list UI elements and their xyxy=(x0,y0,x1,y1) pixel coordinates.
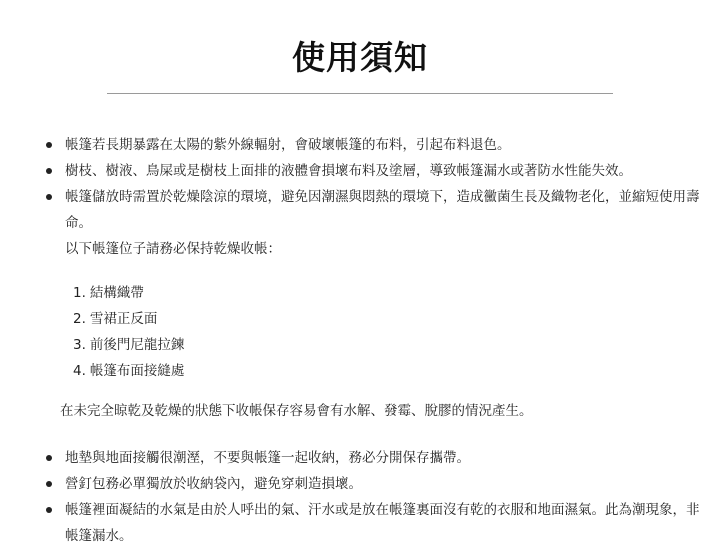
list-item-text: 營釘包務必單獨放於收納袋內，避免穿刺造損壞。 xyxy=(65,476,362,492)
list-item-text: 地墊與地面接觸很潮溼，不要與帳篷一起收納，務必分開保存攜帶。 xyxy=(65,450,470,466)
item-label: 結構織帶 xyxy=(89,285,144,301)
list-item xyxy=(0,158,720,184)
list-item xyxy=(0,184,720,236)
list-item xyxy=(0,445,720,471)
page-title: 使用須知 xyxy=(292,38,428,77)
bullet-dot-icon xyxy=(46,455,52,461)
item-number: 2. xyxy=(73,311,86,327)
dry-note: 以下帳篷位子請務必保持乾燥收帳： xyxy=(65,241,281,257)
item-label: 帳篷布面接縫處 xyxy=(89,363,185,379)
care-bullet-list xyxy=(0,132,720,236)
item-label: 前後門尼龍拉鍊 xyxy=(89,337,185,353)
list-item xyxy=(0,497,720,549)
list-item-text: 帳篷儲放時需置於乾燥陰涼的環境，避免因潮濕與悶熱的環境下，造成黴菌生長及織物老化，並縮短使用壽命。 xyxy=(65,189,700,231)
bullet-dot-icon xyxy=(46,194,52,200)
storage-bullet-list xyxy=(0,445,720,549)
item-number: 1. xyxy=(73,285,86,301)
bullet-dot-icon xyxy=(46,142,52,148)
title-divider xyxy=(107,93,613,94)
bullet-dot-icon xyxy=(46,481,52,487)
parts-numbered-list xyxy=(0,280,720,384)
notice-content xyxy=(0,132,720,549)
list-item-text: 帳篷裡面凝結的水氣是由於人呼出的氣、汗水或是放在帳篷裏面沒有乾的衣服和地面濕氣。此為潮現象，非帳篷漏水。 xyxy=(65,502,700,544)
bullet-dot-icon xyxy=(46,507,52,513)
parts-list-item xyxy=(0,332,720,358)
list-item-text: 帳篷若長期暴露在太陽的紫外線輻射，會破壞帳篷的布料，引起布料退色。 xyxy=(65,137,511,153)
item-number: 3. xyxy=(73,337,86,353)
bullet-dot-icon xyxy=(46,168,52,174)
list-item xyxy=(0,471,720,497)
item-label: 雪裙正反面 xyxy=(89,311,158,327)
parts-list-item xyxy=(0,306,720,332)
parts-list-item xyxy=(0,358,720,384)
list-item xyxy=(0,132,720,158)
parts-list-item xyxy=(0,280,720,306)
item-number: 4. xyxy=(73,363,86,379)
warning-note: 在未完全晾乾及乾燥的狀態下收帳保存容易會有水解、發霉、脫膠的情況產生。 xyxy=(60,403,533,419)
list-item-text: 樹枝、樹液、鳥屎或是樹枝上面排的液體會損壞布料及塗層，導致帳篷漏水或著防水性能失效。 xyxy=(65,163,632,179)
